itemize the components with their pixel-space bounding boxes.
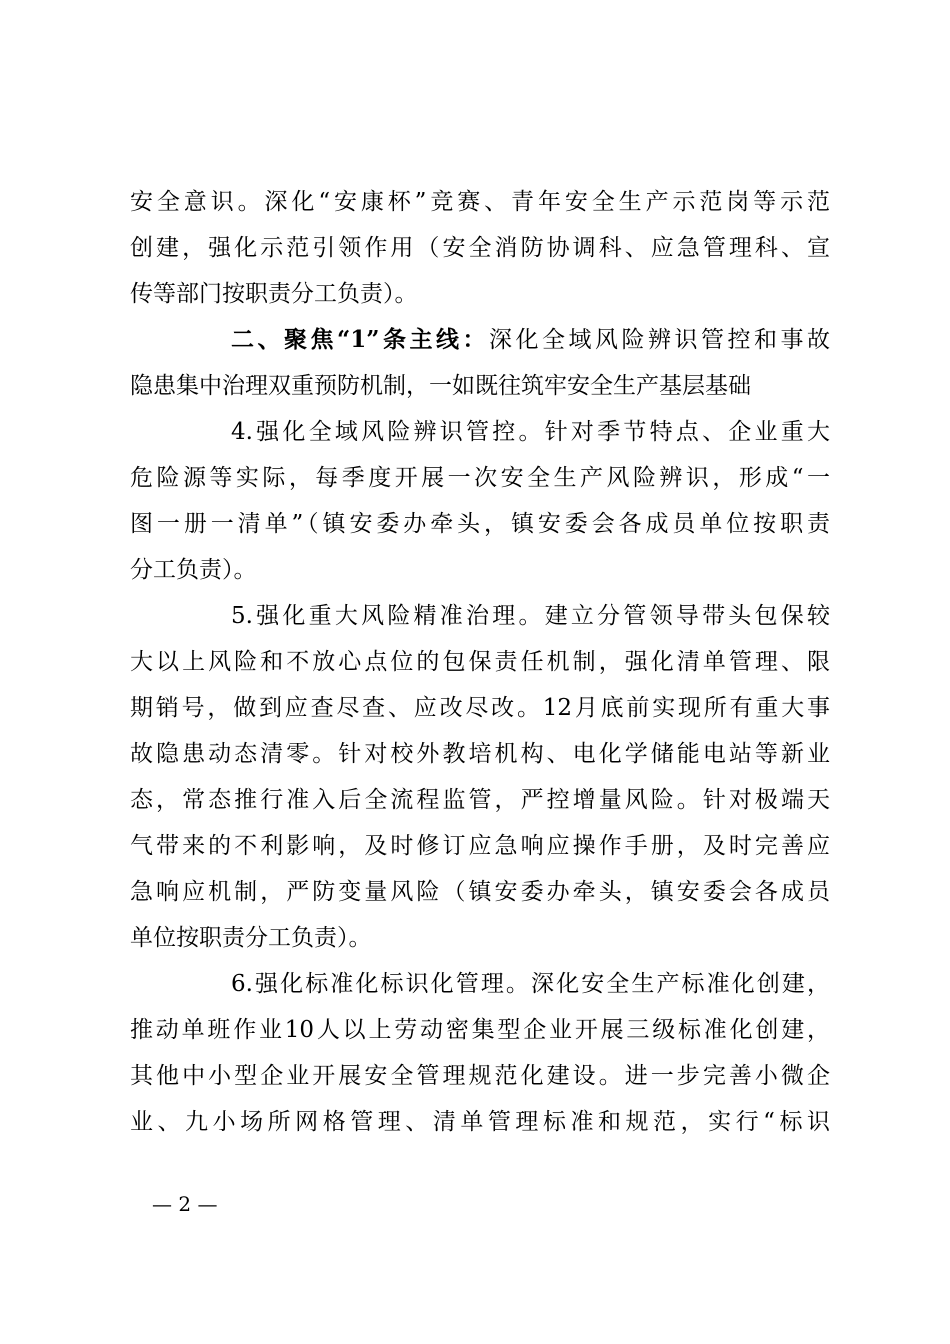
paragraph-line: 安全意识。深化“安康杯”竞赛、青年安全生产示范岗等示范 — [130, 189, 830, 215]
section-heading-text: 深化全域风险辨识管控和事故 — [488, 327, 831, 353]
item-4-line: 4.强化全域风险辨识管控。针对季节特点、企业重大 — [231, 419, 830, 445]
page-number: — 2 — — [152, 1192, 218, 1216]
paragraph-line: 传等部门按职责分工负责）。 — [130, 281, 418, 307]
paragraph-line: 推动单班作业10人以上劳动密集型企业开展三级标准化创建， — [130, 1017, 830, 1043]
paragraph-line: 期销号，做到应查尽查、应改尽改。12月底前实现所有重大事 — [130, 695, 830, 721]
item-5-line: 5.强化重大风险精准治理。建立分管领导带头包保较 — [231, 603, 830, 629]
paragraph-line: 态，常态推行准入后全流程监管，严控增量风险。针对极端天 — [130, 787, 830, 813]
paragraph-line: 危险源等实际，每季度开展一次安全生产风险辨识，形成“一 — [130, 465, 830, 491]
paragraph-line: 其他中小型企业开展安全管理规范化建设。进一步完善小微企 — [130, 1063, 830, 1089]
paragraph-line: 单位按职责分工负责）。 — [130, 925, 372, 951]
paragraph-line: 大以上风险和不放心点位的包保责任机制，强化清单管理、限 — [130, 649, 830, 675]
section-heading-title: 二、聚焦“1”条主线： — [231, 326, 489, 353]
paragraph-line: 故隐患动态清零。针对校外教培机构、电化学储能电站等新业 — [130, 741, 830, 767]
item-6-line: 6.强化标准化标识化管理。深化安全生产标准化创建， — [231, 971, 830, 997]
paragraph-line: 分工负责）。 — [130, 557, 257, 583]
paragraph-line: 业、九小场所网格管理、清单管理标准和规范，实行“标识 — [130, 1109, 830, 1135]
paragraph-line: 创建，强化示范引领作用（安全消防协调科、应急管理科、宣 — [130, 235, 830, 261]
paragraph-line: 图一册一清单”（镇安委办牵头，镇安委会各成员单位按职责 — [130, 511, 830, 537]
paragraph-line: 急响应机制，严防变量风险（镇安委办牵头，镇安委会各成员 — [130, 879, 830, 905]
paragraph-line: 气带来的不利影响，及时修订应急响应操作手册，及时完善应 — [130, 833, 830, 859]
paragraph-line: 隐患集中治理双重预防机制，一如既往筑牢安全生产基层基础 — [130, 373, 751, 399]
section-heading-line — [231, 325, 830, 355]
